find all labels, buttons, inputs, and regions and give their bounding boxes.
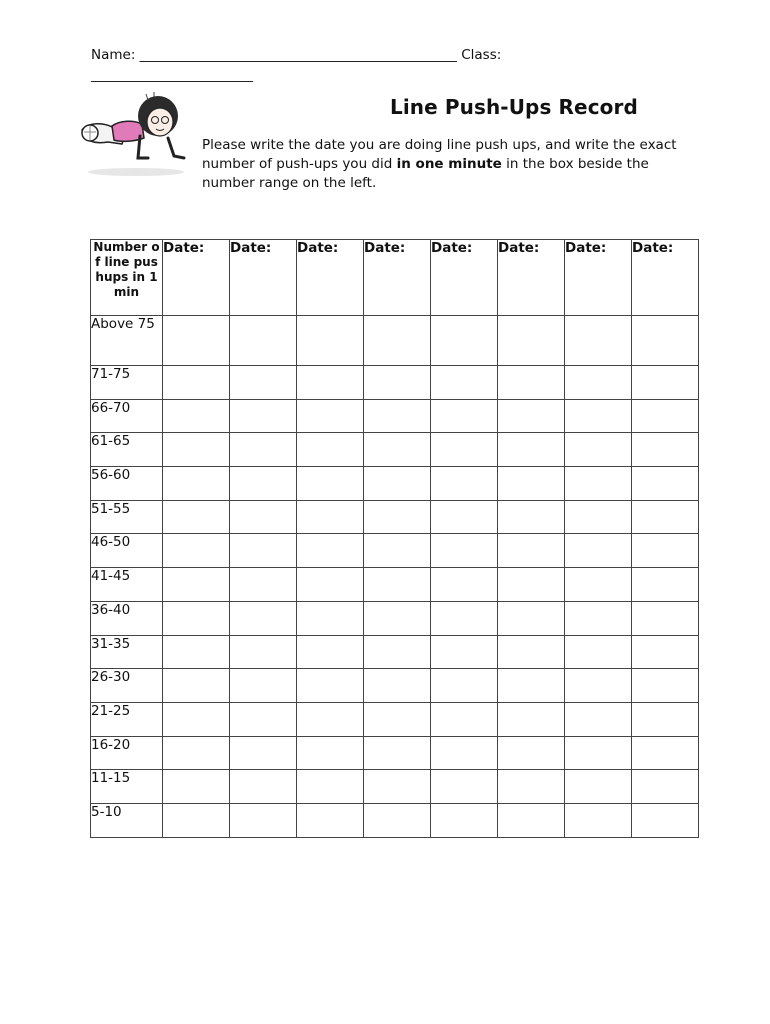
- range-rows: [91, 316, 699, 838]
- count-entry-cell[interactable]: [565, 399, 632, 433]
- instructions-bold: in one minute: [396, 156, 502, 172]
- count-entry-cell[interactable]: [163, 736, 230, 770]
- count-entry-cell[interactable]: [431, 366, 498, 400]
- count-entry-cell[interactable]: [364, 669, 431, 703]
- count-entry-cell[interactable]: [565, 770, 632, 804]
- count-entry-cell[interactable]: [230, 803, 297, 837]
- count-entry-cell[interactable]: [498, 601, 565, 635]
- count-entry-cell[interactable]: [565, 316, 632, 366]
- count-entry-cell[interactable]: [565, 500, 632, 534]
- count-entry-cell[interactable]: [565, 803, 632, 837]
- count-entry-cell[interactable]: [632, 669, 699, 703]
- range-label: 21-25: [91, 702, 163, 736]
- count-entry-cell[interactable]: [163, 803, 230, 837]
- count-entry-cell[interactable]: [230, 433, 297, 467]
- range-label: 46-50: [91, 534, 163, 568]
- table-row: [91, 601, 699, 635]
- count-entry-cell[interactable]: [498, 316, 565, 366]
- count-entry-cell[interactable]: [565, 669, 632, 703]
- count-entry-cell[interactable]: [632, 601, 699, 635]
- name-class-label: Name: _______________________________________________ Class:: [91, 47, 502, 63]
- table-row: [91, 635, 699, 669]
- count-entry-cell[interactable]: [431, 669, 498, 703]
- range-label: 66-70: [91, 399, 163, 433]
- count-entry-cell[interactable]: [297, 467, 364, 501]
- count-entry-cell[interactable]: [230, 669, 297, 703]
- count-entry-cell[interactable]: [498, 635, 565, 669]
- date-header-4[interactable]: Date:: [364, 240, 431, 316]
- count-entry-cell[interactable]: [632, 316, 699, 366]
- table-row: [91, 399, 699, 433]
- table-row: [91, 568, 699, 602]
- range-label: 11-15: [91, 770, 163, 804]
- count-entry-cell[interactable]: [498, 568, 565, 602]
- count-entry-cell[interactable]: [431, 316, 498, 366]
- count-entry-cell[interactable]: [498, 702, 565, 736]
- count-entry-cell[interactable]: [163, 568, 230, 602]
- count-entry-cell[interactable]: [565, 635, 632, 669]
- count-entry-cell[interactable]: [364, 736, 431, 770]
- range-label: 51-55: [91, 500, 163, 534]
- date-header-7[interactable]: Date:: [565, 240, 632, 316]
- count-entry-cell[interactable]: [163, 669, 230, 703]
- count-entry-cell[interactable]: [632, 534, 699, 568]
- count-entry-cell[interactable]: [230, 601, 297, 635]
- date-header-2[interactable]: Date:: [230, 240, 297, 316]
- count-entry-cell[interactable]: [230, 568, 297, 602]
- count-entry-cell[interactable]: [565, 568, 632, 602]
- range-label: 61-65: [91, 433, 163, 467]
- table-header-row: [91, 240, 699, 316]
- class-blank-line: ________________________: [91, 67, 253, 83]
- count-entry-cell[interactable]: [565, 366, 632, 400]
- count-entry-cell[interactable]: [364, 366, 431, 400]
- count-entry-cell[interactable]: [163, 366, 230, 400]
- table-row: [91, 316, 699, 366]
- count-entry-cell[interactable]: [230, 467, 297, 501]
- count-entry-cell[interactable]: [431, 500, 498, 534]
- count-entry-cell[interactable]: [230, 736, 297, 770]
- count-entry-cell[interactable]: [230, 316, 297, 366]
- count-entry-cell[interactable]: [364, 500, 431, 534]
- count-entry-cell[interactable]: [498, 399, 565, 433]
- count-entry-cell[interactable]: [565, 467, 632, 501]
- count-entry-cell[interactable]: [364, 316, 431, 366]
- count-entry-cell[interactable]: [431, 399, 498, 433]
- count-entry-cell[interactable]: [632, 702, 699, 736]
- count-entry-cell[interactable]: [163, 601, 230, 635]
- table-row: [91, 669, 699, 703]
- count-entry-cell[interactable]: [163, 635, 230, 669]
- date-header-5[interactable]: Date:: [431, 240, 498, 316]
- count-entry-cell[interactable]: [297, 316, 364, 366]
- count-entry-cell[interactable]: [632, 467, 699, 501]
- count-entry-cell[interactable]: [364, 803, 431, 837]
- range-label: 31-35: [91, 635, 163, 669]
- count-entry-cell[interactable]: [297, 601, 364, 635]
- table-row: [91, 736, 699, 770]
- count-entry-cell[interactable]: [565, 601, 632, 635]
- count-entry-cell[interactable]: [632, 635, 699, 669]
- count-entry-cell[interactable]: [498, 467, 565, 501]
- count-entry-cell[interactable]: [163, 500, 230, 534]
- table-row: [91, 770, 699, 804]
- table-row: [91, 803, 699, 837]
- count-entry-cell[interactable]: [632, 568, 699, 602]
- count-entry-cell[interactable]: [498, 736, 565, 770]
- date-header-8[interactable]: Date:: [632, 240, 699, 316]
- count-entry-cell[interactable]: [498, 366, 565, 400]
- table-row: [91, 433, 699, 467]
- count-entry-cell[interactable]: [632, 770, 699, 804]
- count-entry-cell[interactable]: [230, 770, 297, 804]
- count-entry-cell[interactable]: [297, 669, 364, 703]
- row-header-cell: Number of line pushups in 1 min: [91, 240, 163, 316]
- count-entry-cell[interactable]: [431, 635, 498, 669]
- count-entry-cell[interactable]: [163, 467, 230, 501]
- count-entry-cell[interactable]: [498, 669, 565, 703]
- count-entry-cell[interactable]: [632, 803, 699, 837]
- table-row: [91, 366, 699, 400]
- count-entry-cell[interactable]: [431, 770, 498, 804]
- count-entry-cell[interactable]: [431, 601, 498, 635]
- girl-doing-pushups-icon: [78, 92, 194, 180]
- count-entry-cell[interactable]: [565, 433, 632, 467]
- count-entry-cell[interactable]: [632, 500, 699, 534]
- range-label: Above 75: [91, 316, 163, 366]
- count-entry-cell[interactable]: [632, 433, 699, 467]
- count-entry-cell[interactable]: [565, 702, 632, 736]
- count-entry-cell[interactable]: [431, 702, 498, 736]
- count-entry-cell[interactable]: [163, 534, 230, 568]
- count-entry-cell[interactable]: [431, 568, 498, 602]
- count-entry-cell[interactable]: [230, 702, 297, 736]
- count-entry-cell[interactable]: [364, 433, 431, 467]
- count-entry-cell[interactable]: [230, 635, 297, 669]
- range-label: 71-75: [91, 366, 163, 400]
- count-entry-cell[interactable]: [565, 736, 632, 770]
- count-entry-cell[interactable]: [498, 500, 565, 534]
- count-entry-cell[interactable]: [297, 433, 364, 467]
- count-entry-cell[interactable]: [431, 736, 498, 770]
- count-entry-cell[interactable]: [163, 316, 230, 366]
- count-entry-cell[interactable]: [431, 433, 498, 467]
- count-entry-cell[interactable]: [632, 399, 699, 433]
- count-entry-cell[interactable]: [498, 770, 565, 804]
- count-entry-cell[interactable]: [297, 366, 364, 400]
- count-entry-cell[interactable]: [364, 467, 431, 501]
- page-title: Line Push-Ups Record: [390, 95, 638, 119]
- count-entry-cell[interactable]: [230, 366, 297, 400]
- count-entry-cell[interactable]: [364, 770, 431, 804]
- count-entry-cell[interactable]: [163, 399, 230, 433]
- count-entry-cell[interactable]: [297, 500, 364, 534]
- count-entry-cell[interactable]: [297, 568, 364, 602]
- range-label: 36-40: [91, 601, 163, 635]
- range-label: 41-45: [91, 568, 163, 602]
- instructions-part-1: Please write the date you are doing line push ups, and write the exact number of push-ups you did: [202, 137, 677, 172]
- count-entry-cell[interactable]: [230, 534, 297, 568]
- count-entry-cell[interactable]: [297, 635, 364, 669]
- date-header-3[interactable]: Date:: [297, 240, 364, 316]
- count-entry-cell[interactable]: [297, 803, 364, 837]
- count-entry-cell[interactable]: [498, 803, 565, 837]
- count-entry-cell[interactable]: [364, 399, 431, 433]
- count-entry-cell[interactable]: [632, 366, 699, 400]
- count-entry-cell[interactable]: [431, 803, 498, 837]
- count-entry-cell[interactable]: [364, 635, 431, 669]
- range-label: 16-20: [91, 736, 163, 770]
- count-entry-cell[interactable]: [230, 500, 297, 534]
- count-entry-cell[interactable]: [297, 736, 364, 770]
- count-entry-cell[interactable]: [431, 534, 498, 568]
- pushup-record-table: [90, 239, 699, 838]
- count-entry-cell[interactable]: [163, 702, 230, 736]
- count-entry-cell[interactable]: [632, 736, 699, 770]
- count-entry-cell[interactable]: [364, 601, 431, 635]
- count-entry-cell[interactable]: [498, 534, 565, 568]
- count-entry-cell[interactable]: [364, 568, 431, 602]
- date-header-1[interactable]: Date:: [163, 240, 230, 316]
- name-class-line[interactable]: [91, 46, 691, 85]
- count-entry-cell[interactable]: [431, 467, 498, 501]
- count-entry-cell[interactable]: [163, 433, 230, 467]
- range-label: 5-10: [91, 803, 163, 837]
- count-entry-cell[interactable]: [364, 702, 431, 736]
- count-entry-cell[interactable]: [163, 770, 230, 804]
- date-header-6[interactable]: Date:: [498, 240, 565, 316]
- count-entry-cell[interactable]: [364, 534, 431, 568]
- count-entry-cell[interactable]: [565, 534, 632, 568]
- range-label: 56-60: [91, 467, 163, 501]
- instructions-part-2: in the box beside the number range on the left.: [202, 156, 649, 191]
- count-entry-cell[interactable]: [297, 534, 364, 568]
- range-label: 26-30: [91, 669, 163, 703]
- count-entry-cell[interactable]: [297, 399, 364, 433]
- table-row: [91, 467, 699, 501]
- table-row: [91, 702, 699, 736]
- table-row: [91, 534, 699, 568]
- table-row: [91, 500, 699, 534]
- instructions-text: [202, 136, 692, 193]
- count-entry-cell[interactable]: [297, 770, 364, 804]
- count-entry-cell[interactable]: [498, 433, 565, 467]
- count-entry-cell[interactable]: [297, 702, 364, 736]
- count-entry-cell[interactable]: [230, 399, 297, 433]
